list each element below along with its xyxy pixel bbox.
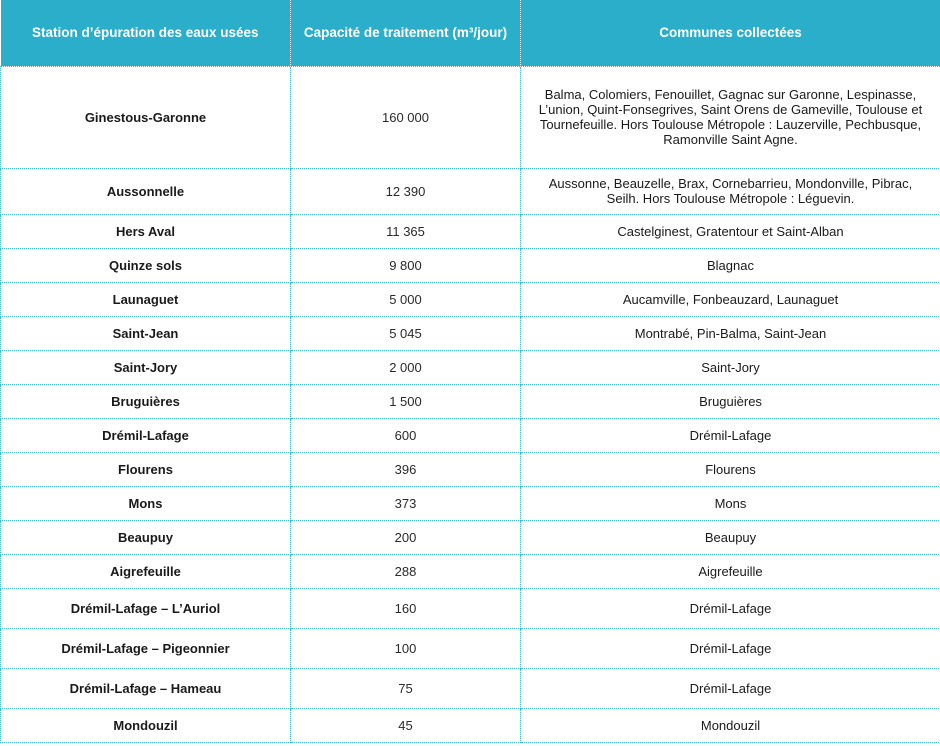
cell-station: Saint-Jory: [1, 350, 291, 384]
cell-communes: Drémil-Lafage: [521, 668, 940, 708]
cell-communes: Montrabé, Pin-Balma, Saint-Jean: [521, 316, 940, 350]
table-row: [1, 214, 940, 248]
table-row: [1, 168, 940, 214]
cell-communes: Mondouzil: [521, 708, 940, 742]
cell-capacity: 100: [291, 628, 521, 668]
table-body: [1, 66, 940, 742]
table-row: [1, 316, 940, 350]
cell-communes: Mons: [521, 486, 940, 520]
table-row: [1, 452, 940, 486]
cell-station: Aussonnelle: [1, 168, 291, 214]
table-row: [1, 554, 940, 588]
cell-station: Drémil-Lafage – L’Auriol: [1, 588, 291, 628]
cell-communes: Drémil-Lafage: [521, 628, 940, 668]
cell-capacity: 12 390: [291, 168, 521, 214]
table-row: [1, 486, 940, 520]
cell-communes: Bruguières: [521, 384, 940, 418]
table-row: [1, 66, 940, 168]
table-row: [1, 588, 940, 628]
cell-station: Beaupuy: [1, 520, 291, 554]
cell-capacity: 160 000: [291, 66, 521, 168]
cell-communes: Aussonne, Beauzelle, Brax, Cornebarrieu, Mondonville, Pibrac, Seilh. Hors Toulouse Métropole : Léguevin.: [521, 168, 940, 214]
header-capacity: Capacité de traitement (m³/jour): [291, 0, 521, 66]
cell-communes: Aigrefeuille: [521, 554, 940, 588]
cell-communes: Blagnac: [521, 248, 940, 282]
cell-station: Ginestous-Garonne: [1, 66, 291, 168]
cell-communes: Drémil-Lafage: [521, 588, 940, 628]
cell-communes: Flourens: [521, 452, 940, 486]
cell-capacity: 600: [291, 418, 521, 452]
header-communes: Communes collectées: [521, 0, 940, 66]
table-row: [1, 668, 940, 708]
cell-capacity: 9 800: [291, 248, 521, 282]
cell-communes: Saint-Jory: [521, 350, 940, 384]
cell-station: Saint-Jean: [1, 316, 291, 350]
cell-capacity: 396: [291, 452, 521, 486]
cell-communes: Drémil-Lafage: [521, 418, 940, 452]
cell-capacity: 200: [291, 520, 521, 554]
cell-capacity: 373: [291, 486, 521, 520]
cell-communes: Balma, Colomiers, Fenouillet, Gagnac sur Garonne, Lespinasse, L’union, Quint-Fonsegrives, Saint Orens de Gameville, Toulouse et Tournefeuille. Hors Toulouse Métropole : Lauzerville, Pechbusque, Ramonville Saint Agne.: [521, 66, 940, 168]
cell-communes: Aucamville, Fonbeauzard, Launaguet: [521, 282, 940, 316]
cell-station: Flourens: [1, 452, 291, 486]
cell-station: Mons: [1, 486, 291, 520]
cell-station: Drémil-Lafage: [1, 418, 291, 452]
table-header: [1, 0, 940, 66]
cell-station: Drémil-Lafage – Hameau: [1, 668, 291, 708]
cell-station: Bruguières: [1, 384, 291, 418]
table-row: [1, 708, 940, 742]
cell-communes: Castelginest, Gratentour et Saint-Alban: [521, 214, 940, 248]
cell-station: Launaguet: [1, 282, 291, 316]
table-row: [1, 248, 940, 282]
cell-station: Quinze sols: [1, 248, 291, 282]
header-row: [1, 0, 940, 66]
cell-capacity: 11 365: [291, 214, 521, 248]
cell-capacity: 2 000: [291, 350, 521, 384]
cell-capacity: 5 045: [291, 316, 521, 350]
cell-capacity: 160: [291, 588, 521, 628]
cell-station: Aigrefeuille: [1, 554, 291, 588]
table-row: [1, 282, 940, 316]
cell-capacity: 75: [291, 668, 521, 708]
cell-capacity: 288: [291, 554, 521, 588]
table-row: [1, 350, 940, 384]
table-row: [1, 520, 940, 554]
table-row: [1, 418, 940, 452]
header-station: Station d’épuration des eaux usées: [1, 0, 291, 66]
cell-communes: Beaupuy: [521, 520, 940, 554]
cell-station: Hers Aval: [1, 214, 291, 248]
table-row: [1, 384, 940, 418]
cell-station: Drémil-Lafage – Pigeonnier: [1, 628, 291, 668]
cell-capacity: 5 000: [291, 282, 521, 316]
table-row: [1, 628, 940, 668]
cell-station: Mondouzil: [1, 708, 291, 742]
cell-capacity: 1 500: [291, 384, 521, 418]
cell-capacity: 45: [291, 708, 521, 742]
